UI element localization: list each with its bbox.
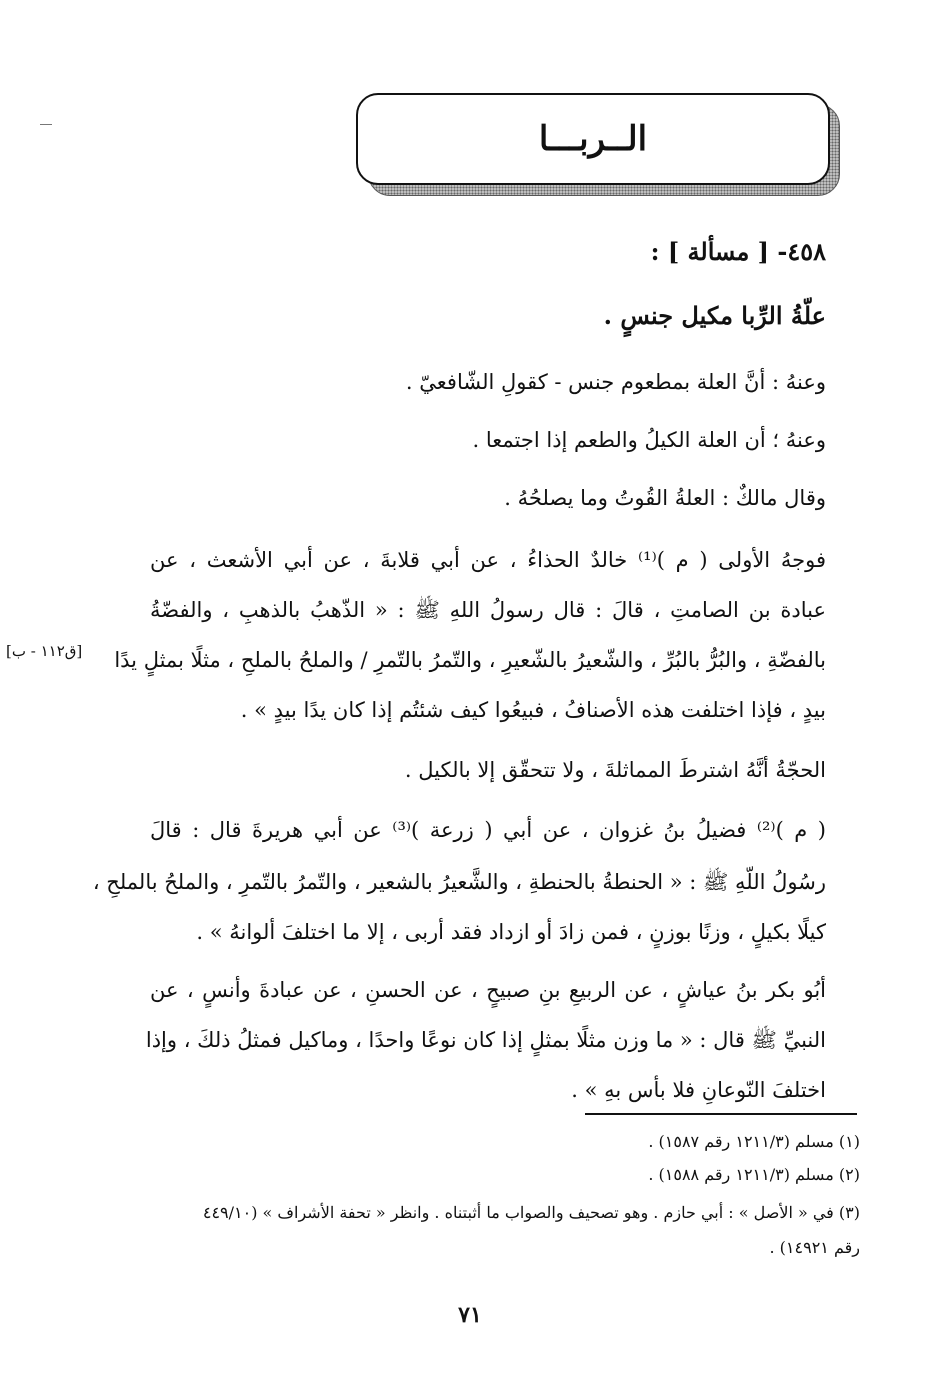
text-line: وعنهُ : أنَّ العلة بمطعوم جنس - كقولِ الشّافعيّ . <box>405 370 826 394</box>
text-line: الحجّةُ أنَّهُ اشترطَ المماثلةَ ، ولا تتحقّق إلا بالكيل . <box>404 758 826 782</box>
text-line: عبادة بن الصامتِ ، قالَ : قال رسولُ اللهِ ﷺ : « الذّهبُ بالذهبِ ، والفضّةُ <box>150 598 826 622</box>
text-line: وعنهُ ؛ أن العلة الكيلُ والطعم إذا اجتمعا . <box>472 428 826 452</box>
text-line: بالفضّةِ ، والبُرُّ بالبُرِّ ، والشّعيرُ بالشّعيرِ ، والتّمرُ بالتّمرِ / والملحُ بالملحِ ، مثلًا بمثلٍ يدًا <box>114 648 826 672</box>
footnote: (١) مسلم (١٢١١/٣ رقم ١٥٨٧) . <box>648 1132 860 1151</box>
text-line: فوجهُ الأولى ( م )⁽¹⁾ خالدٌ الحذاءُ ، عن أبي قلابةَ ، عن أبي الأشعث ، عن <box>150 548 826 572</box>
chapter-title: الــربـــا <box>538 119 648 159</box>
footnote-separator <box>585 1113 857 1115</box>
page-number: ٧١ <box>458 1302 482 1328</box>
text-line: بيدٍ ، فإذا اختلفت هذه الأصنافُ ، فبيعُوا كيف شئتُم إذا كان يدًا بيدٍ » . <box>240 698 826 722</box>
chapter-title-frame <box>356 93 830 185</box>
text-line: ( م )⁽²⁾ فضيلُ بنُ غزوان ، عن أبي ( زرعة )⁽³⁾ عن أبي هريرةَ قال : قالَ <box>150 818 826 842</box>
footnote: (٢) مسلم (١٢١١/٣ رقم ١٥٨٨) . <box>648 1165 860 1184</box>
text-line: علّةُ الرِّبا مكيل جنسٍ . <box>603 301 826 330</box>
scan-edge-mark <box>40 124 52 125</box>
issue-heading: ٤٥٨- [ مسألة ] : <box>650 237 826 266</box>
footnote-continuation: رقم ١٤٩٢١) . <box>769 1238 860 1257</box>
text-line: أبُو بكر بنُ عياشٍ ، عن الربيعِ بنِ صبيحٍ ، عن الحسنِ ، عن عبادةَ وأنسٍ ، عن <box>150 978 826 1002</box>
text-line: اختلفَ النّوعانِ فلا بأس بهِ » . <box>571 1078 826 1102</box>
footnote: (٣) في « الأصل » : أبي حازم . وهو تصحيف والصواب ما أثبتناه . وانظر « تحفة الأشراف » (٤٤٩/١٠ <box>202 1203 860 1222</box>
manuscript-margin-note: [ق١١٢ - ب] <box>6 642 83 660</box>
text-line: كيلًا بكيلٍ ، وزنًا بوزنٍ ، فمن زادَ أو ازداد فقد أربى ، إلا ما اختلفَ ألوانهُ » . <box>196 920 826 944</box>
text-line: وقال مالكٌ : العلةُ القُوتُ وما يصلحُهُ . <box>504 486 826 510</box>
text-line: النبيِّ ﷺ قال : « ما وزن مثلًا بمثلٍ إذا كان نوعًا واحدًا ، وماكيل فمثلُ ذلكَ ، وإذا <box>145 1028 826 1052</box>
text-line: رسُولُ اللّهِ ﷺ : « الحنطةُ بالحنطةِ ، والشَّعيرُ بالشعير ، والتّمرُ بالتّمرِ ، والملحُ بالملحِ ، <box>92 870 826 894</box>
